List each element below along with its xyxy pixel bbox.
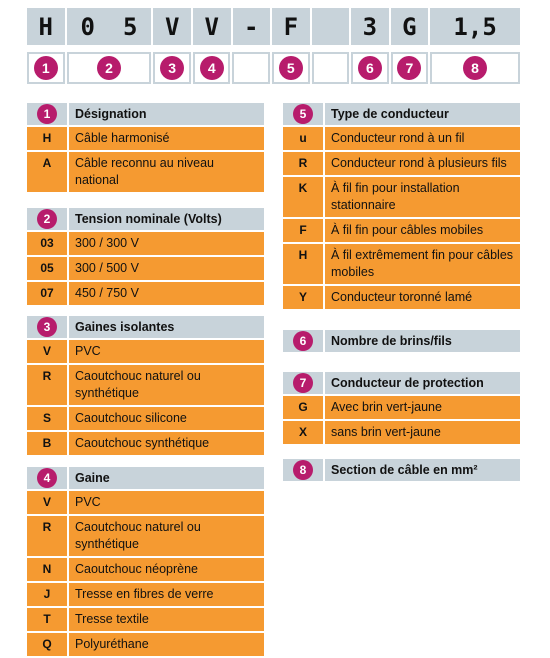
row-desc: Tresse en fibres de verre: [69, 583, 264, 606]
table-row: [27, 257, 264, 280]
row-code: R: [27, 365, 67, 405]
section-header: [27, 467, 264, 489]
row-desc: Caoutchouc néoprène: [69, 558, 264, 581]
gaine-section: [27, 467, 264, 658]
row-code: 07: [27, 282, 67, 305]
table-row: [27, 491, 264, 514]
number-badge: 8: [463, 56, 487, 80]
code-char-3: 3: [351, 8, 389, 45]
row-code: F: [283, 219, 323, 242]
row-desc: sans brin vert-jaune: [325, 421, 520, 444]
section-header: [283, 372, 520, 394]
row-code: V: [27, 491, 67, 514]
section-title: Nombre de brins/fils: [325, 330, 520, 352]
table-row: [27, 152, 264, 192]
section-title: Tension nominale (Volts): [69, 208, 264, 230]
table-row: [283, 219, 520, 242]
number-badge: 2: [97, 56, 121, 80]
designation-section: [27, 103, 264, 194]
table-row: [283, 286, 520, 309]
number-cell-3: [153, 52, 191, 84]
row-desc: Caoutchouc synthétique: [69, 432, 264, 455]
row-code: S: [27, 407, 67, 430]
row-desc: PVC: [69, 491, 264, 514]
tension-section: [27, 208, 264, 307]
section-number-badge: 5: [293, 104, 313, 124]
number-badge: 7: [397, 56, 421, 80]
number-badge: 1: [34, 56, 58, 80]
row-code: H: [27, 127, 67, 150]
section-title: Type de conducteur: [325, 103, 520, 125]
table-row: [27, 608, 264, 631]
row-desc: Conducteur toronné lamé: [325, 286, 520, 309]
number-cell-1: [27, 52, 65, 84]
row-code: H: [283, 244, 323, 284]
code-char-v1: V: [153, 8, 191, 45]
section-title: Conducteur de protection: [325, 372, 520, 394]
row-code: R: [27, 516, 67, 556]
number-cell-empty: [312, 52, 350, 84]
row-desc: Avec brin vert-jaune: [325, 396, 520, 419]
section-header: [283, 330, 520, 352]
table-row: [27, 583, 264, 606]
row-desc: Caoutchouc silicone: [69, 407, 264, 430]
row-desc: Caoutchouc naturel ou synthétique: [69, 516, 264, 556]
row-desc: PVC: [69, 340, 264, 363]
section-title: Gaine: [69, 467, 264, 489]
number-cell-6: [351, 52, 389, 84]
row-code: G: [283, 396, 323, 419]
number-cell-2: [67, 52, 152, 84]
number-badge: 4: [200, 56, 224, 80]
table-row: [27, 365, 264, 405]
code-char-section: 1,5: [430, 8, 520, 45]
row-code: 03: [27, 232, 67, 255]
table-row: [27, 407, 264, 430]
code-char-5: 5: [122, 12, 138, 41]
row-desc: Polyuréthane: [69, 633, 264, 656]
row-code: u: [283, 127, 323, 150]
table-row: [283, 396, 520, 419]
section-title: Désignation: [69, 103, 264, 125]
row-desc: Conducteur rond à plusieurs fils: [325, 152, 520, 175]
row-code: 05: [27, 257, 67, 280]
table-row: [27, 340, 264, 363]
section-number-badge: 4: [37, 468, 57, 488]
nombre-brins-section: [283, 330, 520, 354]
row-desc: À fil fin pour câbles mobiles: [325, 219, 520, 242]
section-header: [283, 459, 520, 481]
section-header: [27, 103, 264, 125]
section-header: [283, 103, 520, 125]
row-desc: Conducteur rond à un fil: [325, 127, 520, 150]
section-header: [27, 208, 264, 230]
number-cell-5: [272, 52, 310, 84]
row-desc: 450 / 750 V: [69, 282, 264, 305]
table-row: [283, 152, 520, 175]
section-number-badge: 2: [37, 209, 57, 229]
section-number-badge: 8: [293, 460, 313, 480]
number-badge: 3: [160, 56, 184, 80]
code-char-0: 0: [80, 12, 95, 41]
section-title: Gaines isolantes: [69, 316, 264, 338]
table-row: [27, 232, 264, 255]
row-code: J: [27, 583, 67, 606]
section-title: Section de câble en mm²: [325, 459, 520, 481]
section-header: [27, 316, 264, 338]
number-cell-7: [391, 52, 429, 84]
table-row: [283, 177, 520, 217]
table-row: [27, 516, 264, 556]
number-cell-4: [193, 52, 231, 84]
row-desc: À fil extrêmement fin pour câbles mobiles: [325, 244, 520, 284]
row-desc: Tresse textile: [69, 608, 264, 631]
row-desc: À fil fin pour installation stationnaire: [325, 177, 520, 217]
row-code: V: [27, 340, 67, 363]
row-code: X: [283, 421, 323, 444]
table-row: [283, 127, 520, 150]
section-cable-section: [283, 459, 520, 483]
row-desc: 300 / 500 V: [69, 257, 264, 280]
row-code: N: [27, 558, 67, 581]
row-code: R: [283, 152, 323, 175]
section-number-badge: 7: [293, 373, 313, 393]
number-badge: 6: [358, 56, 382, 80]
row-code: A: [27, 152, 67, 192]
code-spacer: [312, 8, 350, 45]
table-row: [283, 421, 520, 444]
code-char-f: F: [272, 8, 310, 45]
row-code: B: [27, 432, 67, 455]
number-cell-8: [430, 52, 520, 84]
row-desc: Câble harmonisé: [69, 127, 264, 150]
table-row: [27, 558, 264, 581]
row-desc: 300 / 300 V: [69, 232, 264, 255]
row-code: T: [27, 608, 67, 631]
number-badge: 5: [279, 56, 303, 80]
row-code: K: [283, 177, 323, 217]
code-char-v2: V: [193, 8, 231, 45]
code-char-dash: -: [233, 8, 271, 45]
table-row: [27, 432, 264, 455]
row-desc: Caoutchouc naturel ou synthétique: [69, 365, 264, 405]
row-desc: Câble reconnu au niveau national: [69, 152, 264, 192]
table-row: [283, 244, 520, 284]
number-cell-empty: [232, 52, 270, 84]
section-number-badge: 1: [37, 104, 57, 124]
table-row: [27, 282, 264, 305]
row-code: Q: [27, 633, 67, 656]
cable-code-row: [27, 8, 520, 45]
code-char-05: [67, 8, 152, 45]
section-number-badge: 6: [293, 331, 313, 351]
conducteur-protection-section: [283, 372, 520, 446]
code-number-row: [27, 52, 520, 84]
table-row: [27, 127, 264, 150]
code-char-h: H: [27, 8, 65, 45]
code-char-g: G: [391, 8, 429, 45]
section-number-badge: 3: [37, 317, 57, 337]
type-conducteur-section: [283, 103, 520, 311]
row-code: Y: [283, 286, 323, 309]
table-row: [27, 633, 264, 656]
gaines-isolantes-section: [27, 316, 264, 457]
